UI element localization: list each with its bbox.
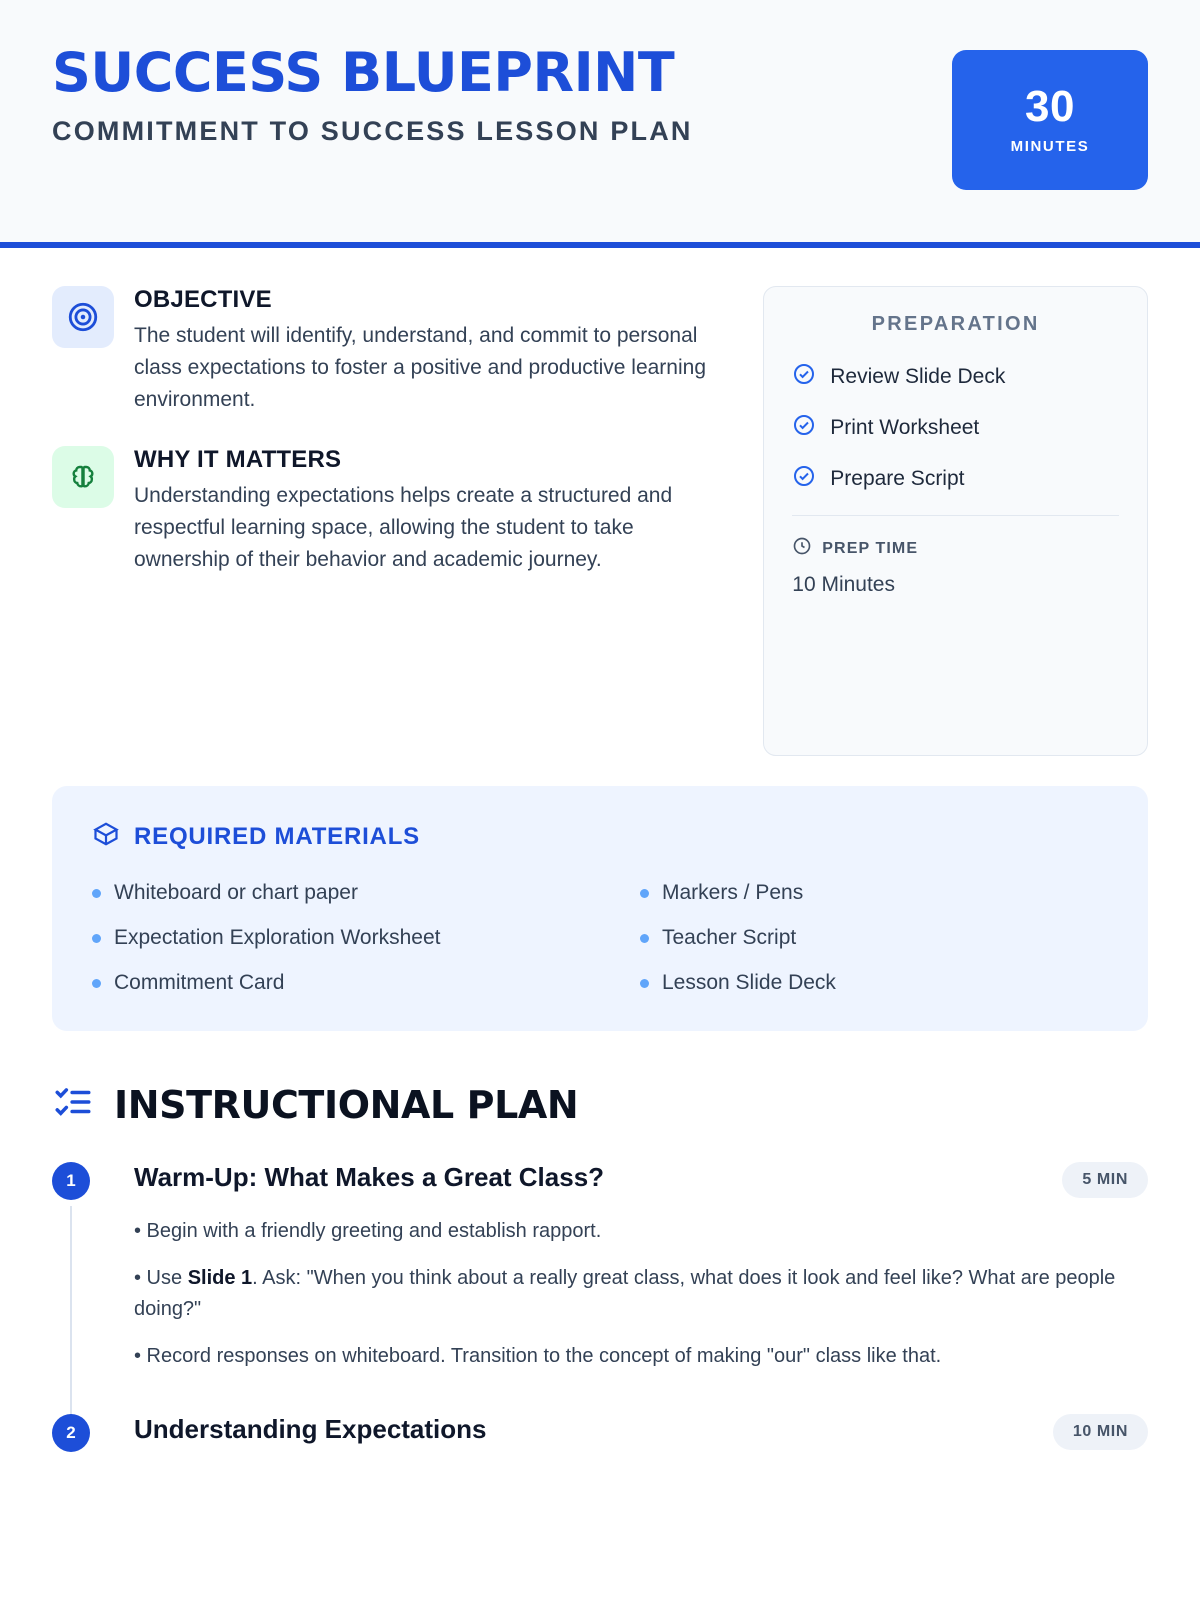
material-item [640, 971, 1108, 995]
step-bullet: • Begin with a friendly greeting and establish rapport. [134, 1220, 602, 1242]
plan-step [52, 1162, 1148, 1414]
objective-block [52, 286, 725, 416]
step-number: 1 [52, 1162, 90, 1200]
prep-time-value: 10 Minutes [792, 573, 895, 596]
step-number: 2 [52, 1414, 90, 1452]
divider [792, 515, 1119, 516]
step-header [134, 1414, 1148, 1450]
preparation-item [792, 362, 1119, 391]
prep-time-label: PREP TIME [822, 539, 919, 557]
material-label: Expectation Exploration Worksheet [114, 926, 441, 949]
material-item [92, 881, 560, 905]
material-item [92, 926, 560, 950]
why-it-matters-block [52, 446, 725, 576]
top-section [52, 286, 1148, 756]
material-label: Markers / Pens [662, 881, 804, 904]
clock-icon [792, 536, 812, 561]
required-materials-card [52, 786, 1148, 1031]
objective-title: OBJECTIVE [134, 286, 272, 313]
material-label: Lesson Slide Deck [662, 971, 836, 994]
page-title: SUCCESS BLUEPRINT [52, 41, 675, 104]
step-header [134, 1162, 1148, 1198]
material-label: Teacher Script [662, 926, 797, 949]
preparation-item-label: Prepare Script [830, 466, 965, 490]
step-body [134, 1216, 1148, 1372]
bullet-icon [92, 979, 101, 988]
step-connector [70, 1206, 72, 1428]
checklist-icon [52, 1081, 94, 1128]
step-bullet: • Record responses on whiteboard. Transition to the concept of making "our" class like that. [134, 1345, 942, 1367]
material-item [640, 881, 1108, 905]
duration-badge [952, 50, 1148, 190]
page-body [0, 286, 1200, 1476]
step-bullet: • Use Slide 1. Ask: "When you think about a really great class, what does it look and feel like? What are people doing?" [134, 1267, 1116, 1320]
preparation-card [763, 286, 1148, 756]
preparation-item [792, 413, 1119, 442]
instructional-plan-header [52, 1081, 1148, 1128]
preparation-title: PREPARATION [871, 313, 1040, 335]
objective-text: The student will identify, understand, and commit to personal class expectations to foster a positive and productive learning environment. [134, 324, 706, 411]
bullet-icon [640, 979, 649, 988]
bullet-icon [640, 889, 649, 898]
material-item [92, 971, 560, 995]
material-item [640, 926, 1108, 950]
left-column [52, 286, 725, 756]
plan-step [52, 1414, 1148, 1476]
instructional-plan-title: INSTRUCTIONAL PLAN [114, 1082, 579, 1127]
duration-value: 30 [1025, 82, 1075, 131]
check-circle-icon [792, 464, 816, 493]
bullet-icon [640, 934, 649, 943]
preparation-item-label: Review Slide Deck [830, 364, 1006, 388]
duration-unit: MINUTES [1010, 138, 1090, 155]
page-subtitle: COMMITMENT TO SUCCESS LESSON PLAN [52, 116, 693, 147]
bullet-icon [92, 889, 101, 898]
preparation-item [792, 464, 1119, 493]
material-label: Whiteboard or chart paper [114, 881, 358, 904]
required-materials-header [92, 820, 1108, 853]
why-it-matters-text: Understanding expectations helps create a structured and respectful learning space, allowing the student to take ownership of their behavior and academic journey. [134, 483, 673, 571]
material-label: Commitment Card [114, 971, 285, 994]
why-it-matters-title: WHY IT MATTERS [134, 445, 342, 473]
materials-grid [92, 881, 1108, 995]
step-time-badge: 10 MIN [1053, 1414, 1148, 1450]
page-header [0, 0, 1200, 248]
step-time-badge: 5 MIN [1062, 1162, 1148, 1198]
step-title: Understanding Expectations [134, 1414, 487, 1444]
step-title: Warm-Up: What Makes a Great Class? [134, 1162, 605, 1192]
box-icon [92, 820, 120, 853]
bullet-icon [92, 934, 101, 943]
brain-icon [52, 446, 114, 508]
preparation-item-label: Print Worksheet [830, 415, 980, 439]
check-circle-icon [792, 413, 816, 442]
check-circle-icon [792, 362, 816, 391]
prep-time-row [792, 536, 1119, 561]
target-icon [52, 286, 114, 348]
required-materials-title: REQUIRED MATERIALS [134, 822, 420, 850]
